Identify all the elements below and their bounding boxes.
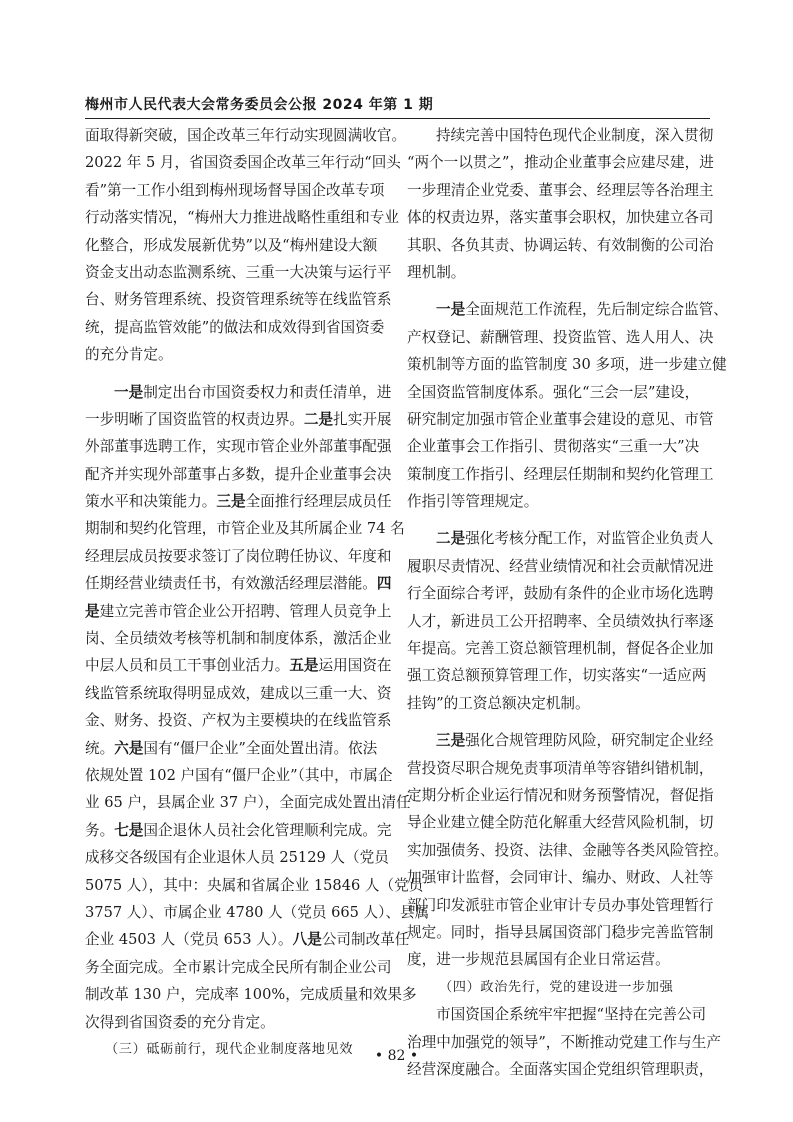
text-line: 企业董事会工作指引、贯彻落实“三重一大”决: [407, 438, 700, 456]
text-run: 策水平和决策能力。: [85, 493, 217, 511]
text-line: 次得到省国资委的充分肯定。: [85, 1013, 275, 1031]
text-run: 强化考核分配工作，对监管企业负责人: [465, 530, 714, 548]
text-line: 其职、各负其责、协调运转、有效制衡的公司治: [407, 236, 714, 254]
right-column: [407, 122, 729, 1083]
text-line: 实加强债务、投资、法律、金融等各类风险管控。: [407, 841, 729, 859]
bold-lead: 三是: [216, 493, 246, 511]
bold-lead: 八是: [292, 931, 322, 949]
text-line: 体的权责边界，落实董事会职权，加快建立各司: [407, 209, 714, 227]
text-line: 产权登记、薪酬管理、投资监管、选人用人、决: [407, 328, 714, 346]
text-line: 5075 人），其中：央属和省属企业 15846 人（党员: [85, 876, 424, 894]
text-line: 作指引等管理规定。: [407, 493, 539, 511]
text-line: 强工资总额预算管理工作，切实落实“一适应两: [407, 667, 707, 685]
text-run: 公司制改革任: [321, 931, 410, 949]
text-line: 看”第一工作小组到梅州现场督导国企改革专项: [85, 181, 385, 199]
text-line: [85, 598, 392, 625]
text-line: 金、财务、投资、产权为主要模块的在线监管系: [85, 712, 392, 730]
text-line: 面取得新突破，国企改革三年行动实现圆满收官。: [85, 127, 407, 144]
page-number: • 82 •: [374, 1048, 419, 1064]
text-line: [85, 652, 392, 679]
text-line: [407, 296, 728, 323]
header-divider: [85, 118, 710, 119]
text-line: 线监管系统取得明显成效，建成以三重一大、资: [85, 684, 392, 702]
text-run: 中层人员和员工干事创业活力。: [85, 657, 290, 675]
text-line: [407, 727, 714, 754]
paragraph: [407, 727, 729, 974]
text-run: 国有“僵尸企业”全面处置出清。依法: [143, 739, 378, 757]
bold-lead: 一是: [114, 383, 144, 401]
text-line: 统，提高监管效能”的做法和成效得到省国资委: [85, 318, 385, 336]
text-line: [85, 926, 410, 953]
text-line: 行全面综合考评，鼓励有条件的企业市场化选聘: [407, 585, 714, 603]
text-line: [85, 817, 392, 844]
text-line: 化整合，形成发展新优势”以及“梅州建设大额: [85, 236, 378, 254]
text-line: 经理层成员按要求签订了岗位聘任协议、年度和: [85, 547, 392, 565]
text-line: 3757 人）、市属企业 4780 人（党员 665 人）、县属: [85, 903, 430, 921]
journal-header: 梅州市人民代表大会常务委员会公报 2024 年第 1 期: [85, 97, 434, 113]
paragraph: [407, 296, 728, 515]
text-line: 业 65 户，县属企业 37 户），全面完成处置出清任: [85, 794, 411, 812]
text-line: 经营深度融合。全面落实国企党组织管理职责，: [407, 1060, 714, 1078]
text-run: 全面推行经理层成员任: [245, 493, 392, 511]
bold-lead: 一是: [436, 301, 466, 319]
text-line: [85, 570, 392, 597]
text-run: 一步明晰了国资监管的权责边界。: [85, 410, 304, 428]
text-line: [407, 525, 714, 552]
text-line: 策制度工作指引、经理层任期制和契约化管理工: [407, 465, 714, 483]
text-line: 岗、全员绩效考核等机制和制度体系，激活企业: [85, 630, 392, 648]
paragraph: [407, 1001, 721, 1083]
text-line: 挂钩”的工资总额决定机制。: [407, 694, 590, 712]
paragraph: [85, 122, 407, 369]
bold-lead: 三是: [436, 732, 466, 750]
text-line: “两个一以贯之”，推动企业董事会应建尽建，进: [407, 154, 714, 172]
bold-lead: 四: [376, 575, 392, 593]
text-run: 全面规范工作流程，先后制定综合监管、: [465, 301, 728, 319]
text-run: 统。: [85, 739, 115, 757]
section-heading: （三）砥砺前行，现代企业制度落地见效: [105, 1041, 354, 1057]
text-line: 营投资尽职合规免责事项清单等容错纠错机制，: [407, 759, 714, 777]
text-run: 强化合规管理防风险，研究制定企业经: [465, 732, 714, 750]
paragraph: [407, 525, 714, 717]
text-line: 导企业建立健全防范化解重大经营风险机制，切: [407, 814, 714, 832]
bold-lead: 五是: [289, 657, 319, 675]
text-line: 研究制定加强市管企业董事会建设的意见、市管: [407, 410, 714, 428]
text-line: 定期分析企业运行情况和财务预警情况，督促指: [407, 786, 714, 804]
text-line: 的充分肯定。: [85, 346, 173, 364]
text-line: 部门印发派驻市管企业审计专员办事处管理暂行: [407, 896, 714, 914]
text-line: 配齐并实现外部董事占多数，提升企业董事会决: [85, 465, 392, 483]
text-line: 度，进一步规范县属国有企业日常运营。: [407, 951, 670, 969]
text-line: 成移交各级国有企业退休人员 25129 人（党员: [85, 849, 389, 867]
bold-lead: 二是: [303, 410, 334, 428]
text-line: 制改革 130 户，完成率 100%，完成质量和效果多: [85, 986, 417, 1004]
text-line: 期制和契约化管理，市管企业及其所属企业 74 名: [85, 520, 405, 538]
text-line: 理机制。: [407, 263, 466, 281]
text-line: 资金支出动态监测系统、三重一大决策与运行平: [85, 263, 392, 281]
text-line: [85, 488, 392, 515]
text-line: 2022 年 5 月，省国资委国企改革三年行动“回头: [85, 154, 401, 172]
bold-lead: 二是: [436, 530, 466, 548]
bold-lead: 六是: [114, 739, 144, 757]
text-line: [85, 735, 388, 762]
text-run: 企业 4503 人（党员 653 人）。: [85, 931, 293, 949]
text-line: [85, 379, 392, 406]
text-line: 行动落实情况，“梅州大力推进战略性重组和专业: [85, 209, 399, 227]
text-line: 一步理清企业党委、董事会、经理层等各治理主: [407, 181, 714, 199]
text-line: 履职尽责情况、经营业绩情况和社会贡献情况进: [407, 557, 714, 575]
text-line: 外部董事选聘工作，实现市管企业外部董事配强: [85, 438, 392, 456]
bold-lead: 七是: [114, 821, 144, 839]
text-line: 策机制等方面的监管制度 30 多项，进一步建立健: [407, 356, 727, 374]
bold-lead: 是: [85, 602, 100, 620]
text-line: 市国资国企系统牢牢把握“坚持在完善公司: [436, 1006, 707, 1024]
text-run: 务。: [85, 821, 115, 839]
text-line: 人才，新进员工公开招聘率、全员绩效执行率逐: [407, 612, 714, 630]
paragraph: [85, 379, 430, 1036]
paragraph: [407, 122, 714, 286]
text-line: 规定。同时，指导县属国资部门稳步完善监管制: [407, 923, 714, 941]
text-run: 国企退休人员社会化管理顺利完成。完: [143, 821, 392, 839]
text-line: 治理中加强党的领导”，不断推动党建工作与生产: [407, 1033, 721, 1051]
text-run: 制定出台市国资委权力和责任清单，进: [143, 383, 392, 401]
text-run: 运用国资在: [318, 657, 392, 675]
text-run: 任期经营业绩责任书，有效激活经理层潜能。: [85, 575, 377, 593]
section-heading: （四）政治先行，党的建设进一步加强: [439, 979, 674, 995]
text-line: 加强审计监督，会同审计、编办、财政、人社等: [407, 869, 714, 887]
text-run: 扎实开展: [333, 410, 392, 428]
text-line: 年提高。完善工资总额管理机制，督促各企业加: [407, 640, 714, 658]
text-line: [85, 406, 392, 433]
text-run: 建立完善市管企业公开招聘、管理人员竞争上: [99, 602, 392, 620]
text-line: 全国资监管制度体系。强化“三会一层”建设，: [407, 383, 700, 401]
text-line: 务全面完成。全市累计完成全民所有制企业公司: [85, 958, 392, 976]
text-line: 台、财务管理系统、投资管理系统等在线监管系: [85, 291, 392, 309]
text-line: 持续完善中国特色现代企业制度，深入贯彻: [436, 127, 714, 144]
text-line: 依规处置 102 户国有“僵尸企业”（其中，市属企: [85, 766, 393, 784]
